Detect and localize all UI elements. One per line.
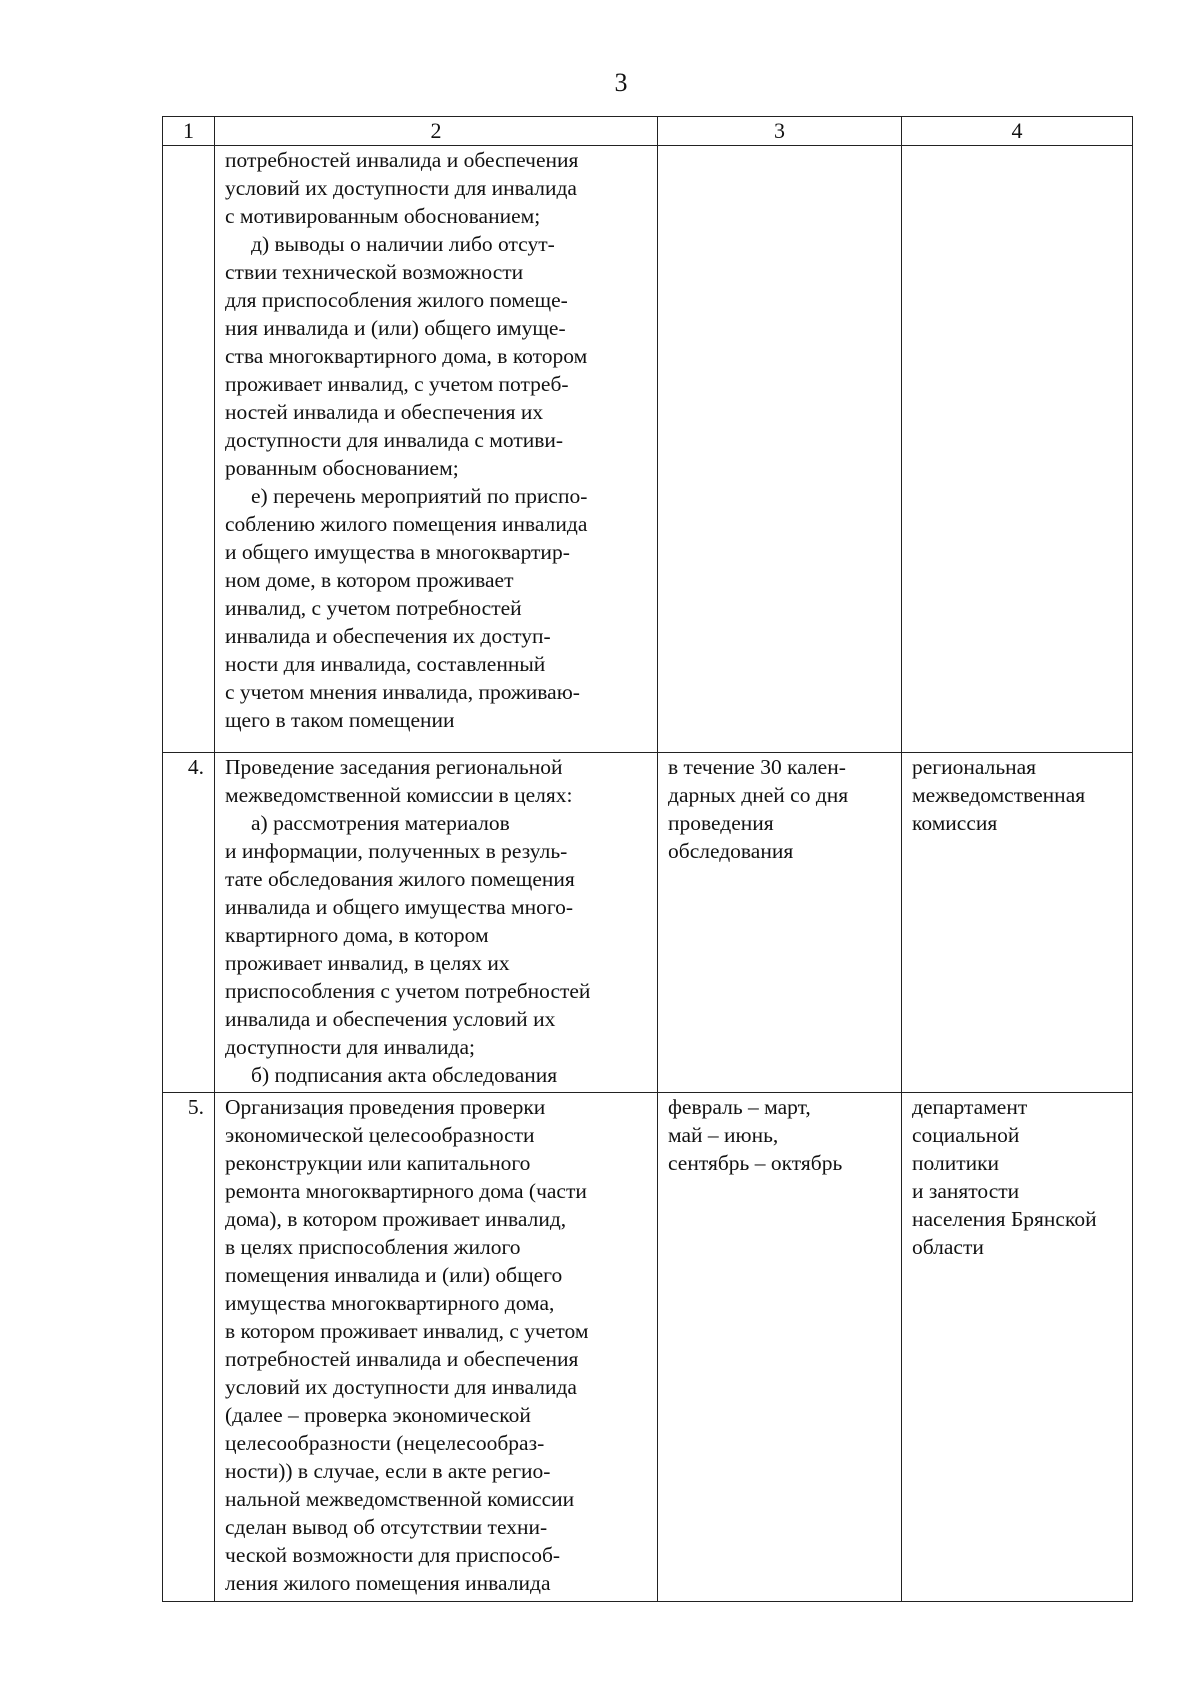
text-line: для приспособления жилого помеще- [225,288,568,312]
text-line: ремонта многоквартирного дома (части [225,1179,587,1203]
text-line: департамент [912,1095,1028,1119]
term-cell [658,146,902,753]
text-line: имущества многоквартирного дома, [225,1291,555,1315]
text-line: соблению жилого помещения инвалида [225,512,588,536]
description-cell [215,146,658,753]
header-col-1: 1 [163,117,215,146]
row-number-cell: 5. [163,1093,215,1602]
text-line: щего в таком помещении [225,708,455,732]
text-line: в котором проживает инвалид, с учетом [225,1319,589,1343]
text-line: ления жилого помещения инвалида [225,1571,551,1595]
text-line: б) подписания акта обследования [251,1063,558,1087]
description-cell [215,753,658,1093]
row-number-cell [163,146,215,753]
responsible-cell [902,146,1133,753]
text-line: квартирного дома, в котором [225,923,489,947]
text-line: сделан вывод об отсутствии техни- [225,1515,548,1539]
text-line: приспособления с учетом потребностей [225,979,591,1003]
text-line: проживает инвалид, с учетом потреб- [225,372,569,396]
text-line: май – июнь, [668,1123,779,1147]
text-line: ности)) в случае, если в акте регио- [225,1459,551,1483]
text-line: ния инвалида и (или) общего имуще- [225,316,566,340]
text-line: и информации, полученных в резуль- [225,839,568,863]
header-col-2: 2 [215,117,658,146]
term-cell [658,1093,902,1602]
row-number-cell: 4. [163,753,215,1093]
text-line: ствии технической возможности [225,260,524,284]
table-row [163,1093,1133,1602]
text-line: условий их доступности для инвалида [225,1375,577,1399]
text-line: условий их доступности для инвалида [225,176,577,200]
text-line: февраль – март, [668,1095,811,1119]
text-line: в течение 30 кален- [668,755,846,779]
text-line: (далее – проверка экономической [225,1403,531,1427]
table-row [163,146,1133,753]
text-line: дарных дней со дня [668,783,849,807]
text-line: межведомственная [912,783,1086,807]
text-line: инвалид, с учетом потребностей [225,596,522,620]
text-line: реконструкции или капитального [225,1151,531,1175]
text-line: ностей инвалида и обеспечения их [225,400,544,424]
text-line: потребностей инвалида и обеспечения [225,1347,579,1371]
text-line: и общего имущества в многоквартир- [225,540,570,564]
measures-table [162,116,1133,1602]
text-line: нальной межведомственной комиссии [225,1487,575,1511]
text-line: региональная [912,755,1037,779]
text-line: помещения инвалида и (или) общего [225,1263,563,1287]
text-line: проведения [668,811,774,835]
table-row [163,753,1133,1093]
text-line: инвалида и обеспечения условий их [225,1007,556,1031]
text-line: Организация проведения проверки [225,1095,546,1119]
header-col-3: 3 [658,117,902,146]
text-line: межведомственной комиссии в целях: [225,783,573,807]
text-line: потребностей инвалида и обеспечения [225,148,579,172]
text-line: сентябрь – октябрь [668,1151,843,1175]
text-line: с учетом мнения инвалида, проживаю- [225,680,580,704]
text-line: области [912,1235,984,1259]
term-cell [658,753,902,1093]
responsible-cell [902,1093,1133,1602]
text-line: населения Брянской [912,1207,1097,1231]
text-line: проживает инвалид, в целях их [225,951,510,975]
text-line: дома), в котором проживает инвалид, [225,1207,567,1231]
text-line: рованным обоснованием; [225,456,459,480]
text-line: политики [912,1151,1000,1175]
text-line: целесообразности (нецелесообраз- [225,1431,545,1455]
header-col-4: 4 [902,117,1133,146]
text-line: социальной [912,1123,1020,1147]
text-line: е) перечень мероприятий по приспо- [251,484,588,508]
text-line: ческой возможности для приспособ- [225,1543,561,1567]
description-cell [215,1093,658,1602]
text-line: инвалида и общего имущества много- [225,895,574,919]
text-line: ства многоквартирного дома, в котором [225,344,588,368]
text-line: инвалида и обеспечения их доступ- [225,624,551,648]
text-line: в целях приспособления жилого [225,1235,521,1259]
text-line: с мотивированным обоснованием; [225,204,541,228]
text-line: ности для инвалида, составленный [225,652,546,676]
text-line: Проведение заседания региональной [225,755,563,779]
table-header-row [163,117,1133,146]
text-line: и занятости [912,1179,1020,1203]
text-line: комиссия [912,811,998,835]
text-line: доступности для инвалида с мотиви- [225,428,564,452]
text-line: обследования [668,839,794,863]
text-line: доступности для инвалида; [225,1035,475,1059]
text-line: тате обследования жилого помещения [225,867,575,891]
text-line: экономической целесообразности [225,1123,535,1147]
page-number: 3 [614,68,628,97]
text-line: ном доме, в котором проживает [225,568,514,592]
text-line: а) рассмотрения материалов [251,811,510,835]
responsible-cell [902,753,1133,1093]
text-line: д) выводы о наличии либо отсут- [251,232,555,256]
